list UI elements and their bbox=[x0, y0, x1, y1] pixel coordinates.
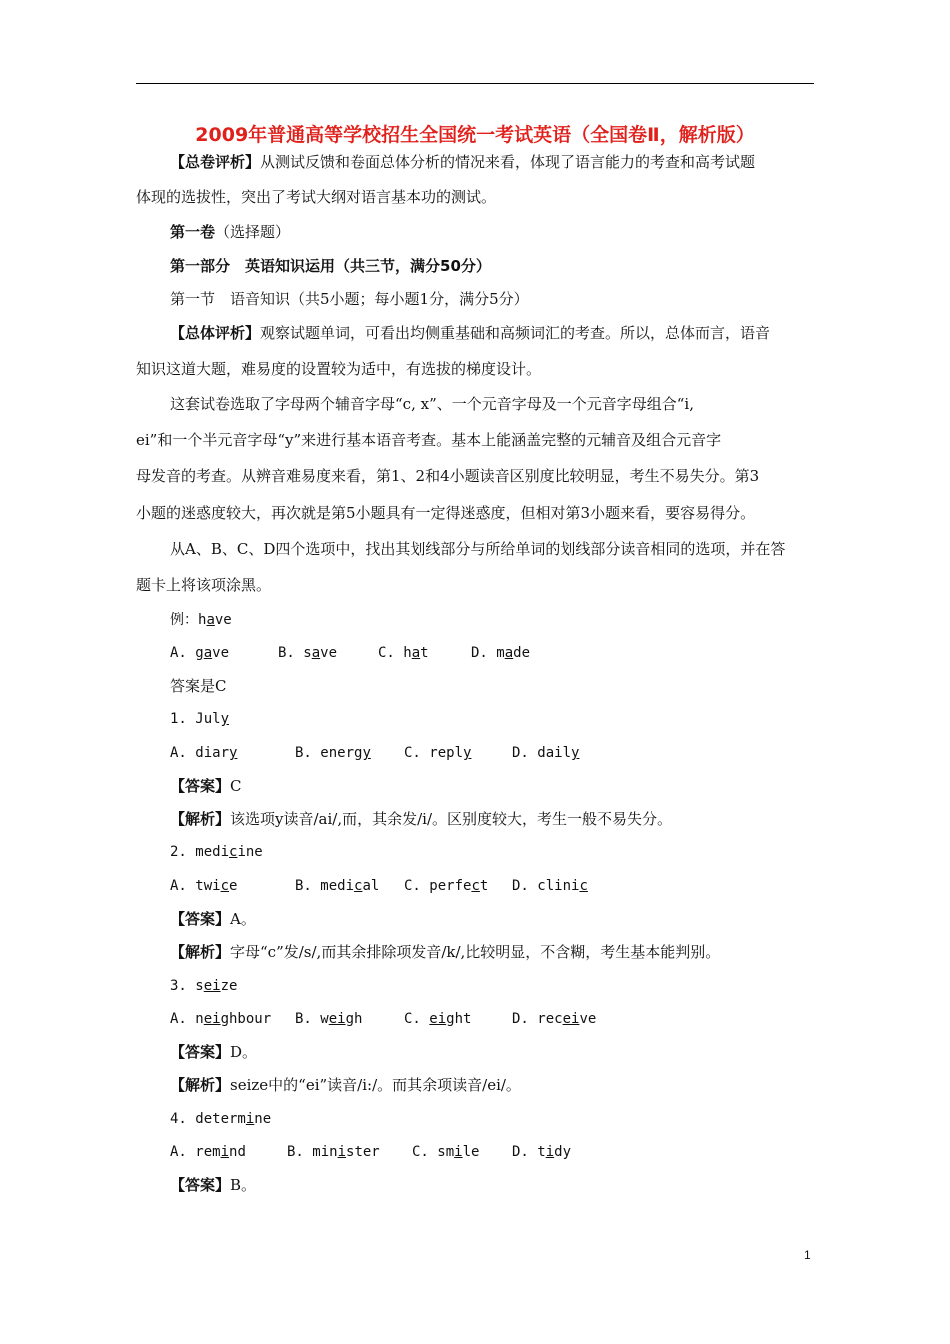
instruction-line-2: 题卡上将该项涂黑。 bbox=[136, 576, 272, 594]
eval-line-1 bbox=[170, 323, 816, 343]
q2-option-b: B. medical bbox=[295, 878, 380, 894]
volume-heading bbox=[170, 222, 816, 242]
question-1-word: 1. July bbox=[170, 711, 230, 727]
para-line-4: 小题的迷惑度较大，再次就是第5小题具有一定得迷惑度，但相对第3小题来看，要容易得分。 bbox=[136, 504, 756, 522]
question-1-options bbox=[170, 743, 816, 763]
para-line-3: 母发音的考查。从辨音难易度来看，第1、2和4小题读音区别度比较明显，考生不易失分。第3 bbox=[136, 467, 760, 485]
example-option-a: A. gave bbox=[170, 645, 230, 661]
overall-line-1 bbox=[170, 152, 816, 172]
q1-option-c: C. reply bbox=[404, 745, 472, 761]
example-options bbox=[170, 643, 816, 663]
example-option-b: B. save bbox=[278, 645, 338, 661]
overall-text-1: 从测试反馈和卷面总体分析的情况来看，体现了语言能力的考查和高考试题 bbox=[260, 153, 756, 171]
question-1-answer: 【答案】C bbox=[170, 777, 242, 795]
example-word-line: 例：have bbox=[170, 612, 232, 628]
para-line-1: 这套试卷选取了字母两个辅音字母“c, x”、一个元音字母及一个元音字母组合“i, bbox=[170, 395, 694, 413]
page-number: 1 bbox=[804, 1248, 811, 1262]
question-2-analysis: 【解析】字母“c”发/s/,而其余排除项发音/k/,比较明显，不含糊，考生基本能判别。 bbox=[170, 943, 721, 961]
q1-option-b: B. energy bbox=[295, 745, 371, 761]
question-3-answer: 【答案】D。 bbox=[170, 1043, 258, 1061]
question-4-options bbox=[170, 1142, 816, 1162]
section-heading: 第一节 语音知识（共5小题；每小题1分，满分5分） bbox=[170, 290, 529, 308]
q4-option-d: D. tidy bbox=[512, 1144, 572, 1160]
question-4-answer: 【答案】B。 bbox=[170, 1176, 257, 1194]
example-label: 例： bbox=[170, 612, 198, 628]
question-3-analysis: 【解析】seize中的“ei”读音/i:/。而其余项读音/ei/。 bbox=[170, 1076, 521, 1094]
question-3-options bbox=[170, 1009, 816, 1029]
para-line-2: ei”和一个半元音字母“y”来进行基本语音考查。基本上能涵盖完整的元辅音及组合元音字 bbox=[136, 431, 722, 449]
part-heading: 第一部分 英语知识运用（共三节，满分50分） bbox=[170, 257, 491, 275]
q3-option-a: A. neighbour bbox=[170, 1011, 272, 1027]
q4-option-a: A. remind bbox=[170, 1144, 246, 1160]
volume-title: 第一卷 bbox=[170, 223, 216, 241]
question-4-word: 4. determine bbox=[170, 1111, 272, 1127]
question-2-answer: 【答案】A。 bbox=[170, 910, 256, 928]
instruction-line-1: 从A、B、C、D四个选项中，找出其划线部分与所给单词的划线部分读音相同的选项，并在答 bbox=[170, 540, 786, 558]
example-answer: 答案是C bbox=[170, 677, 227, 695]
question-2-options bbox=[170, 876, 816, 896]
question-1-analysis: 【解析】该选项y读音/ai/,而，其余发/i/。区别度较大，考生一般不易失分。 bbox=[170, 810, 673, 828]
question-3-word: 3. seize bbox=[170, 978, 238, 994]
volume-subtitle: （选择题） bbox=[215, 223, 291, 241]
example-option-c: C. hat bbox=[378, 645, 429, 661]
q1-option-a: A. diary bbox=[170, 745, 238, 761]
eval-line-2: 知识这道大题，难易度的设置较为适中，有选拔的梯度设计。 bbox=[136, 360, 542, 378]
q3-option-c: C. eight bbox=[404, 1011, 472, 1027]
eval-label: 【总体评析】 bbox=[170, 324, 261, 342]
q4-option-b: B. minister bbox=[287, 1144, 380, 1160]
eval-text-1: 观察试题单词，可看出均侧重基础和高频词汇的考查。所以，总体而言，语音 bbox=[260, 324, 771, 342]
q3-option-b: B. weigh bbox=[295, 1011, 363, 1027]
q2-option-d: D. clinic bbox=[512, 878, 588, 894]
example-option-d: D. made bbox=[471, 645, 531, 661]
overall-label: 【总卷评析】 bbox=[170, 153, 261, 171]
q2-option-a: A. twice bbox=[170, 878, 238, 894]
q1-option-d: D. daily bbox=[512, 745, 580, 761]
overall-line-2: 体现的选拔性，突出了考试大纲对语言基本功的测试。 bbox=[136, 188, 497, 206]
header-rule bbox=[136, 83, 814, 84]
q4-option-c: C. smile bbox=[412, 1144, 480, 1160]
q2-option-c: C. perfect bbox=[404, 878, 489, 894]
document-title: 2009年普通高等学校招生全国统一考试英语（全国卷Ⅱ，解析版） bbox=[195, 124, 755, 146]
question-2-word: 2. medicine bbox=[170, 844, 263, 860]
q3-option-d: D. receive bbox=[512, 1011, 597, 1027]
